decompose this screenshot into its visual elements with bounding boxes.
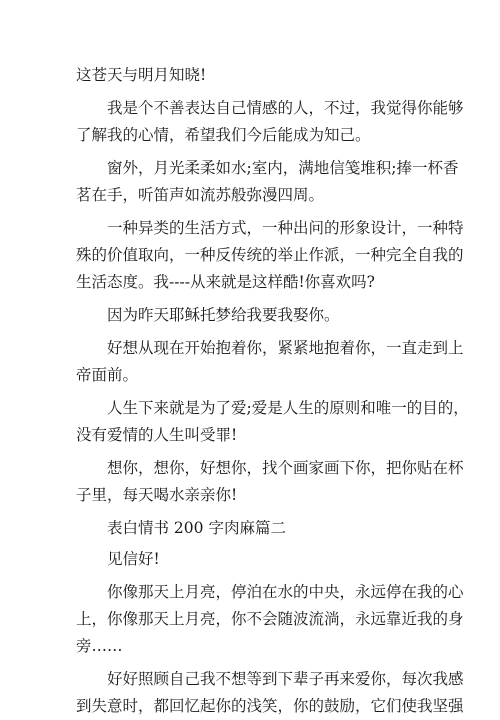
text-line: 窗外，月光柔柔如水;室内，满地信笺堆积;捧一杯香 bbox=[107, 159, 459, 177]
heading-line: 表白情书 200 字肉麻篇二 bbox=[107, 519, 286, 537]
text-line: 没有爱情的人生叫受罪! bbox=[76, 426, 238, 444]
text-line: 一种异类的生活方式，一种出问的形象设计，一种特 bbox=[107, 219, 464, 237]
text-line: 生活态度。我----从来就是这样酷!你喜欢吗? bbox=[76, 273, 375, 291]
paragraph-9 bbox=[76, 579, 464, 660]
paragraph-6 bbox=[76, 335, 464, 389]
text-line: 好好照顾自己我不想等到下辈子再来爱你，每次我感 bbox=[107, 670, 464, 688]
text-line: 你像那天上月亮，停泊在水的中央，永远停在我的心 bbox=[107, 583, 464, 601]
text-line: 子里，每天喝水亲亲你! bbox=[76, 486, 238, 504]
text-line: 殊的价值取向，一种反传统的举止作派，一种完全自我的 bbox=[76, 246, 464, 264]
text-line: 见信好! bbox=[107, 550, 160, 568]
text-line: 因为昨天耶稣托梦给我要我娶你。 bbox=[107, 306, 340, 324]
text-line: 好想从现在开始抱着你，紧紧地抱着你，一直走到上 bbox=[107, 339, 464, 357]
paragraph-2 bbox=[76, 95, 464, 149]
text-line: 茗在手，听笛声如流苏般弥漫四周。 bbox=[76, 186, 325, 204]
text-line: 旁…… bbox=[76, 637, 123, 655]
text-line: 到失意时，都回忆起你的浅笑，你的鼓励，它们使我坚强 bbox=[76, 697, 464, 715]
text-line: 了解我的心情，希望我们今后能成为知己。 bbox=[76, 126, 371, 144]
paragraph-10 bbox=[76, 666, 464, 720]
text-line: 帝面前。 bbox=[76, 366, 139, 384]
paragraph-5 bbox=[76, 302, 440, 329]
text-line: 这苍天与明月知晓! bbox=[76, 66, 207, 84]
text-line: 上，你像那天上月亮，你不会随波流淌，永远靠近我的身 bbox=[76, 610, 464, 628]
salutation bbox=[76, 546, 440, 573]
paragraph-7 bbox=[76, 395, 469, 449]
text-line: 想你，想你，好想你，找个画家画下你，把你贴在杯 bbox=[107, 459, 464, 477]
paragraph-1 bbox=[76, 62, 440, 89]
text-line: 我是个不善表达自己情感的人，不过，我觉得你能够 bbox=[107, 99, 464, 117]
paragraph-4 bbox=[76, 215, 464, 296]
paragraph-8 bbox=[76, 455, 464, 509]
section-heading bbox=[76, 515, 440, 542]
paragraph-3 bbox=[76, 155, 459, 209]
text-line: 人生下来就是为了爱;爱是人生的原则和唯一的目的， bbox=[107, 399, 469, 417]
